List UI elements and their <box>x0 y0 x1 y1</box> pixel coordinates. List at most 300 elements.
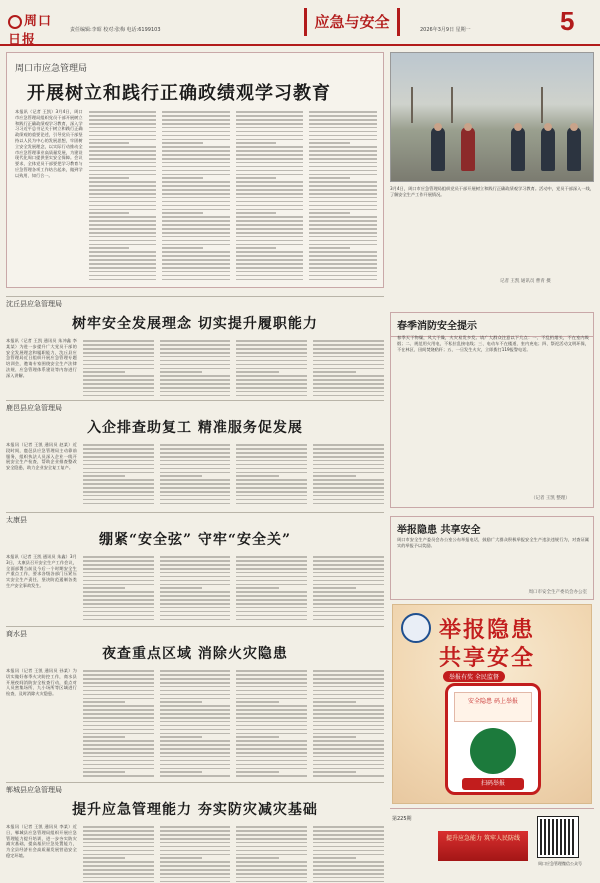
text-line <box>236 201 304 203</box>
text-line <box>89 181 157 183</box>
text-line <box>236 352 307 354</box>
report-poster <box>392 604 592 804</box>
text-line <box>83 375 154 377</box>
lead-body-column <box>89 109 157 281</box>
text-line <box>83 591 154 593</box>
report-notice <box>390 516 594 600</box>
photo-tree <box>451 87 453 123</box>
text-line <box>83 701 125 703</box>
text-line <box>89 259 157 261</box>
text-line <box>83 857 125 859</box>
text-line <box>313 344 384 346</box>
text-line <box>236 717 307 719</box>
text-line <box>89 135 157 137</box>
text-line <box>313 603 384 605</box>
text-line <box>83 595 154 597</box>
text-line <box>313 615 384 617</box>
text-line <box>160 348 231 350</box>
text-line <box>162 158 230 160</box>
text-line <box>236 139 304 141</box>
text-line <box>236 678 307 680</box>
text-line <box>236 368 307 370</box>
text-line <box>236 756 307 758</box>
text-line <box>83 830 154 832</box>
text-line <box>83 705 154 707</box>
text-line <box>160 694 231 696</box>
text-line <box>236 483 307 485</box>
text-line <box>313 387 384 389</box>
text-line <box>162 236 230 238</box>
county-body-column <box>83 338 154 398</box>
text-line <box>89 271 157 273</box>
text-line <box>160 375 231 377</box>
text-line <box>236 119 304 121</box>
text-line <box>83 444 154 446</box>
text-line <box>313 379 384 381</box>
photo-caption: 3月4日，周口市应急管理局组织党员干部开展树立和践行正确政绩观学习教育。活动中，党员干部深入一线，了解安全生产工作开展情况。 <box>390 186 594 197</box>
text-line <box>160 678 231 680</box>
text-line <box>313 846 384 848</box>
text-line <box>236 584 307 586</box>
text-line <box>236 607 307 609</box>
text-line <box>160 591 231 593</box>
text-line <box>83 748 154 750</box>
text-line <box>162 244 230 246</box>
text-line <box>162 193 230 195</box>
text-line <box>160 344 231 346</box>
text-line <box>313 383 384 385</box>
text-line <box>160 387 231 389</box>
text-line <box>83 865 154 867</box>
text-line <box>236 881 307 883</box>
text-line <box>83 452 154 454</box>
text-line <box>162 177 203 179</box>
county-body-column <box>236 668 307 780</box>
text-line <box>313 713 384 715</box>
text-line <box>83 364 154 366</box>
photo-person <box>541 127 555 171</box>
text-line <box>160 495 231 497</box>
text-line <box>160 356 231 358</box>
report-signature: 周口市安全生产委员会办公室 <box>528 590 587 595</box>
text-line <box>160 698 231 700</box>
text-line <box>160 705 231 707</box>
text-line <box>313 744 384 746</box>
text-line <box>236 150 304 152</box>
text-line <box>236 564 307 566</box>
county-body-text: 本报讯（记者 王凯 通讯员 朱冲鑫 李某某）为进一步提升广大党员干部的安全发展理念和履职能力，沈丘县应急管理局近日组织开展应急管理专题培训会，邀请专家围绕安全生产法律法规、应急管理体系建设等内容进行深入讲解。 <box>6 338 77 378</box>
text-line <box>309 119 377 121</box>
text-line <box>160 468 231 470</box>
text-line <box>313 857 355 859</box>
footer-strip <box>390 808 594 878</box>
text-line <box>83 725 154 727</box>
text-line <box>160 395 231 397</box>
phone-illustration <box>445 683 541 795</box>
text-line <box>313 674 384 676</box>
text-line <box>313 495 384 497</box>
text-line <box>89 193 157 195</box>
text-line <box>162 255 230 257</box>
text-line <box>236 842 307 844</box>
text-line <box>236 146 304 148</box>
county-body-column <box>313 338 384 398</box>
text-line <box>236 228 304 230</box>
text-line <box>309 201 377 203</box>
text-line <box>236 736 278 738</box>
county-body-column <box>313 442 384 508</box>
text-line <box>236 444 307 446</box>
text-line <box>160 607 231 609</box>
text-line <box>160 475 202 477</box>
text-line <box>309 259 377 261</box>
text-line <box>236 356 307 358</box>
text-line <box>83 713 154 715</box>
text-line <box>236 174 304 176</box>
text-line <box>236 197 304 199</box>
text-line <box>162 150 230 152</box>
text-line <box>236 395 307 397</box>
text-line <box>313 456 384 458</box>
county-label: 太康县 <box>6 512 384 525</box>
text-line <box>236 348 307 350</box>
text-line <box>160 383 231 385</box>
text-line <box>162 146 230 148</box>
text-line <box>160 479 231 481</box>
text-line <box>162 181 230 183</box>
text-line <box>236 503 307 505</box>
text-line <box>83 495 154 497</box>
text-line <box>162 232 230 234</box>
text-line <box>83 850 154 852</box>
text-line <box>309 131 377 133</box>
text-line <box>313 678 384 680</box>
text-line <box>313 444 384 446</box>
logo-text: 周口日报 <box>8 14 53 48</box>
text-line <box>309 127 377 129</box>
county-body <box>6 554 384 624</box>
text-line <box>160 717 231 719</box>
text-line <box>83 499 154 501</box>
text-line <box>236 752 307 754</box>
text-line <box>83 686 154 688</box>
text-line <box>89 263 157 265</box>
text-line <box>162 279 230 281</box>
text-line <box>313 607 384 609</box>
county-article <box>6 400 384 508</box>
text-line <box>236 279 304 281</box>
photo-person-head <box>434 123 442 131</box>
text-line <box>236 205 304 207</box>
text-line <box>309 232 377 234</box>
text-line <box>236 166 304 168</box>
text-line <box>83 752 154 754</box>
text-line <box>89 224 157 226</box>
text-line <box>236 236 304 238</box>
text-line <box>83 456 154 458</box>
text-line <box>160 584 231 586</box>
text-line <box>83 764 154 766</box>
text-line <box>236 729 307 731</box>
text-line <box>236 460 307 462</box>
text-line <box>160 503 231 505</box>
text-line <box>162 189 230 191</box>
text-line <box>236 375 307 377</box>
text-line <box>236 240 304 242</box>
county-article <box>6 782 384 878</box>
text-line <box>236 391 307 393</box>
text-line <box>309 185 377 187</box>
text-line <box>313 756 384 758</box>
text-line <box>160 352 231 354</box>
lead-body <box>15 109 377 281</box>
county-body-column <box>313 668 384 780</box>
text-line <box>83 881 154 883</box>
text-line <box>89 111 157 113</box>
text-line <box>160 595 231 597</box>
text-line <box>313 576 384 578</box>
photo-person <box>461 127 475 171</box>
text-line <box>162 135 230 137</box>
text-line <box>236 830 307 832</box>
text-line <box>313 869 384 871</box>
text-line <box>236 580 307 582</box>
text-line <box>236 135 304 137</box>
text-line <box>83 709 154 711</box>
lead-kicker: 周口市应急管理局 <box>15 64 88 74</box>
text-line <box>160 736 202 738</box>
text-line <box>160 740 231 742</box>
text-line <box>236 826 307 828</box>
text-line <box>236 690 307 692</box>
text-line <box>236 495 307 497</box>
county-body <box>6 668 384 780</box>
logo-seal-icon <box>8 15 22 29</box>
text-line <box>160 568 231 570</box>
text-line <box>83 383 154 385</box>
text-line <box>313 340 384 342</box>
text-line <box>160 709 231 711</box>
text-line <box>309 275 377 277</box>
text-line <box>160 748 231 750</box>
text-line <box>236 768 307 770</box>
text-line <box>160 379 231 381</box>
text-line <box>309 142 350 144</box>
text-line <box>313 760 384 762</box>
text-line <box>89 119 157 121</box>
text-line <box>313 834 384 836</box>
text-line <box>236 713 307 715</box>
text-line <box>83 721 154 723</box>
text-line <box>313 826 384 828</box>
text-line <box>313 452 384 454</box>
text-line <box>162 170 230 172</box>
county-label: 商水县 <box>6 626 384 639</box>
text-line <box>160 760 231 762</box>
text-line <box>313 686 384 688</box>
text-line <box>160 611 231 613</box>
county-headline: 绷紧“安全弦” 守牢“安全关” <box>98 532 292 548</box>
text-line <box>83 503 154 505</box>
county-headline: 入企排查助复工 精准服务促发展 <box>87 420 303 436</box>
photo-tree <box>541 87 543 123</box>
text-line <box>162 162 230 164</box>
text-line <box>236 556 307 558</box>
text-line <box>313 709 384 711</box>
text-line <box>236 267 304 269</box>
text-line <box>160 472 231 474</box>
text-line <box>162 154 230 156</box>
text-line <box>236 232 304 234</box>
text-line <box>160 615 231 617</box>
text-line <box>162 111 230 113</box>
text-line <box>236 587 278 589</box>
text-line <box>162 259 230 261</box>
text-line <box>236 387 307 389</box>
text-line <box>160 764 231 766</box>
text-line <box>309 209 377 211</box>
text-line <box>83 615 154 617</box>
text-line <box>83 379 154 381</box>
text-line <box>89 154 157 156</box>
text-line <box>236 383 307 385</box>
text-line <box>162 166 230 168</box>
text-line <box>83 854 154 856</box>
text-line <box>83 768 154 770</box>
text-line <box>162 127 230 129</box>
text-line <box>236 854 307 856</box>
text-line <box>236 259 304 261</box>
photo-person-head <box>514 123 522 131</box>
text-line <box>236 340 307 342</box>
text-line <box>236 834 307 836</box>
text-line <box>83 472 154 474</box>
lead-article <box>6 52 384 288</box>
text-line <box>83 775 154 777</box>
text-line <box>83 460 154 462</box>
text-line <box>160 564 231 566</box>
text-line <box>313 698 384 700</box>
text-line <box>236 224 304 226</box>
county-body-column <box>160 442 231 508</box>
text-line <box>236 760 307 762</box>
text-line <box>160 674 231 676</box>
text-line <box>160 854 231 856</box>
text-line <box>236 560 307 562</box>
county-body-text: 本报讯（记者 王凯 通讯员 朱鑫）3月3日，太康县召开安全生产工作会议，全面部署当前及今后一个时期安全生产重点工作，要求各级各部门压紧压实安全生产责任，坚决防范遏制各类生产安全事故发生。 <box>6 554 77 588</box>
report-title: 举报隐患 共享安全 <box>397 525 481 536</box>
text-line <box>236 212 277 214</box>
text-line <box>236 748 307 750</box>
text-line <box>83 352 154 354</box>
text-line <box>89 150 157 152</box>
county-body-column <box>313 824 384 883</box>
text-line <box>313 694 384 696</box>
text-line <box>313 371 355 373</box>
page-number: 5 <box>560 6 575 36</box>
text-line <box>236 725 307 727</box>
text-line <box>160 729 231 731</box>
text-line <box>89 170 157 172</box>
text-line <box>236 873 307 875</box>
text-line <box>236 709 307 711</box>
text-line <box>236 251 304 253</box>
text-line <box>83 572 154 574</box>
text-line <box>313 352 384 354</box>
text-line <box>236 764 307 766</box>
lead-body-column <box>309 109 377 281</box>
text-line <box>313 705 384 707</box>
text-line <box>89 205 157 207</box>
text-line <box>162 220 230 222</box>
text-line <box>162 119 230 121</box>
photo-person <box>431 127 445 171</box>
poster-headline-1: 举报隐患 <box>439 617 536 643</box>
text-line <box>83 371 125 373</box>
text-line <box>89 146 157 148</box>
text-line <box>83 599 154 601</box>
text-line <box>83 846 154 848</box>
text-line <box>236 499 307 501</box>
text-line <box>313 591 384 593</box>
text-line <box>83 674 154 676</box>
text-line <box>160 756 231 758</box>
text-line <box>89 162 157 164</box>
county-body-column <box>236 824 307 883</box>
photo-person <box>511 127 525 171</box>
text-line <box>236 603 307 605</box>
text-line <box>236 771 278 773</box>
text-line <box>313 752 384 754</box>
text-line <box>160 599 231 601</box>
photo-person-head <box>570 123 578 131</box>
text-line <box>313 701 355 703</box>
text-line <box>83 729 154 731</box>
text-line <box>83 360 154 362</box>
text-line <box>313 479 384 481</box>
text-line <box>309 181 377 183</box>
text-line <box>83 391 154 393</box>
text-line <box>160 456 231 458</box>
text-line <box>89 189 157 191</box>
text-line <box>313 830 384 832</box>
text-line <box>236 247 277 249</box>
text-line <box>83 584 154 586</box>
text-line <box>236 275 304 277</box>
text-line <box>309 247 350 249</box>
text-line <box>162 271 230 273</box>
text-line <box>160 744 231 746</box>
text-line <box>89 216 157 218</box>
county-headline: 树牢安全发展理念 切实提升履职能力 <box>72 316 318 332</box>
county-body-column <box>313 554 384 624</box>
text-line <box>162 209 230 211</box>
text-line <box>160 572 231 574</box>
text-line <box>160 340 231 342</box>
text-line <box>236 698 307 700</box>
text-line <box>313 464 384 466</box>
emergency-emblem-icon <box>401 613 431 643</box>
text-line <box>309 111 377 113</box>
text-line <box>160 499 231 501</box>
text-line <box>309 212 350 214</box>
text-line <box>162 115 230 117</box>
text-line <box>89 279 157 281</box>
text-line <box>83 475 125 477</box>
text-line <box>236 255 304 257</box>
text-line <box>89 177 130 179</box>
qr-code-icon <box>470 728 516 774</box>
